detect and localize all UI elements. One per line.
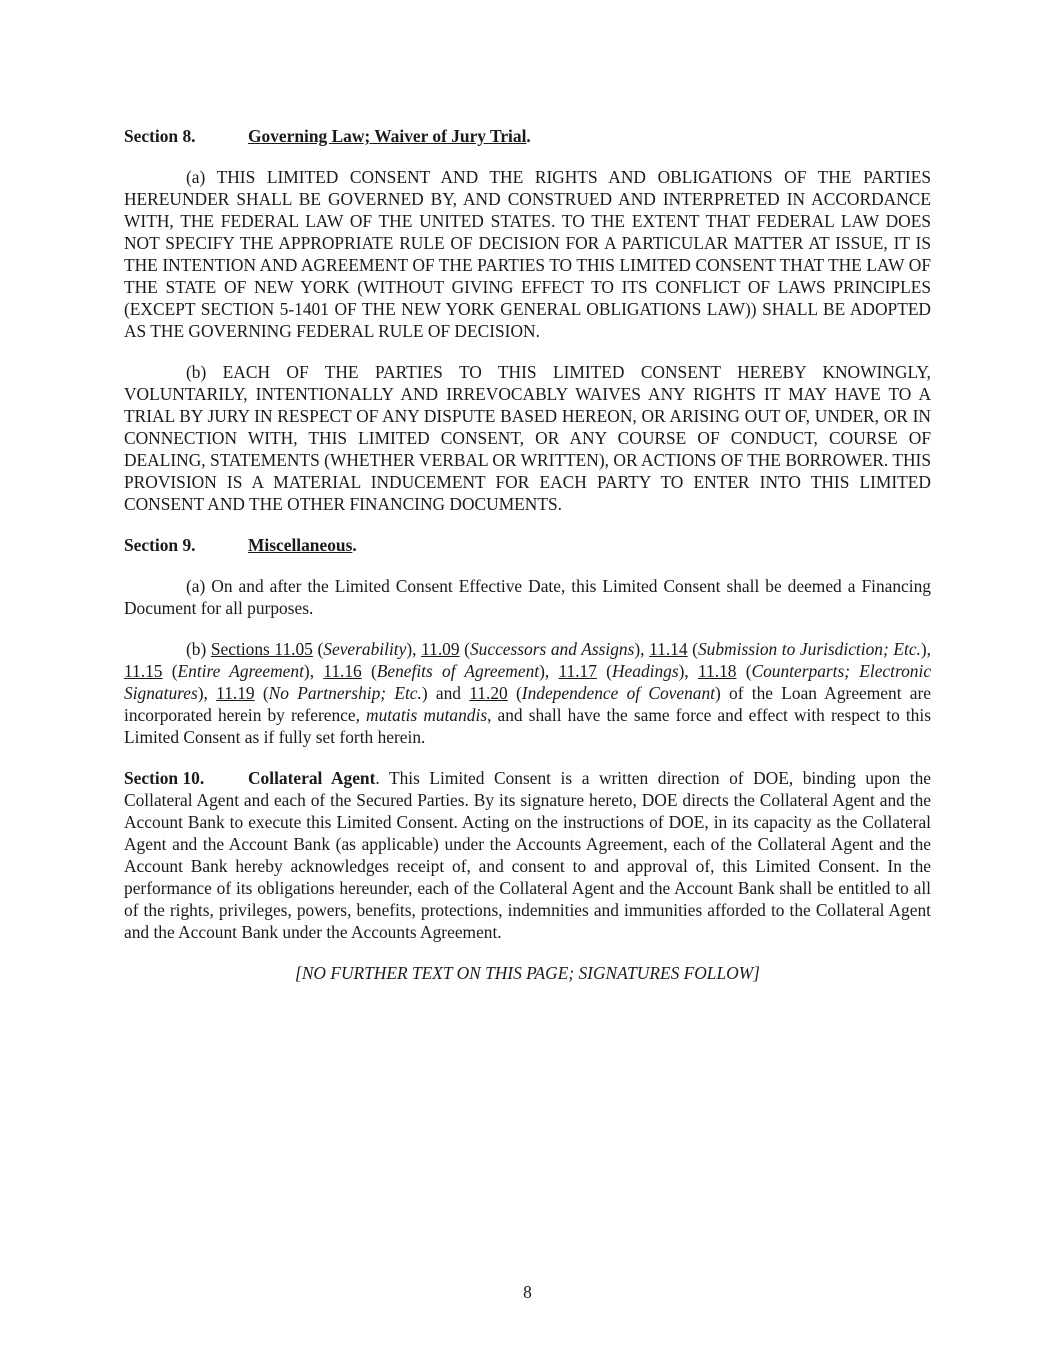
page-number: 8	[523, 1282, 532, 1302]
section-9-title: Miscellaneous	[248, 535, 353, 555]
paragraph-text: , and shall have the same force and effect with respect to this Limited Consent as if fully set forth herein.	[124, 705, 931, 747]
section-8-heading: Section 8. Governing Law; Waiver of Jury Trial.	[124, 126, 531, 146]
cross-reference: 11.14	[649, 639, 688, 659]
reference-title: Benefits of Agreement	[376, 661, 540, 681]
latin-phrase: mutatis mutandis	[366, 705, 488, 725]
section-10-paragraph	[124, 767, 931, 943]
document-page	[124, 125, 931, 1003]
section-8-paragraph-a: (a) THIS LIMITED CONSENT AND THE RIGHTS AND OBLIGATIONS OF THE PARTIES HEREUNDER SHALL BE GOVERNED BY, AND CONSTRUED AND INTERPRETED IN ACCORDANCE WITH, THE FEDERAL LAW OF THE UNITED STATES. TO THE EXTENT THAT FEDERAL LAW DOES NOT SPECIFY THE APPROPRIATE RULE OF DECISION FOR A PARTICULAR MATTER AT ISSUE, IT IS THE INTENTION AND AGREEMENT OF THE PARTIES TO THIS LIMITED CONSENT THAT THE LAW OF THE STATE OF NEW YORK (WITHOUT GIVING EFFECT TO ITS CONFLICT OF LAWS PRINCIPLES (EXCEPT SECTION 5-1401 OF THE NEW YORK GENERAL OBLIGATIONS LAW)) SHALL BE ADOPTED AS THE GOVERNING FEDERAL RULE OF DECISION.	[124, 167, 931, 341]
section-9-paragraph-a: (a) On and after the Limited Consent Effective Date, this Limited Consent shall be deemed a Financing Document for all purposes.	[124, 576, 931, 618]
section-8-number: Section 8.	[124, 126, 196, 146]
cross-reference: 11.16	[323, 661, 362, 681]
section-8-title: Governing Law; Waiver of Jury Trial	[248, 126, 527, 146]
section-10-body: . This Limited Consent is a written direction of DOE, binding upon the Collateral Agent and each of the Secured Parties. By its signature hereto, DOE directs the Collateral Agent and the Account Bank to execute this Limited Consent. Acting on the instructions of DOE, in its capacity as the Collateral Agent and the Account Bank (as applicable) under the Accounts Agreement, each of the Collateral Agent and the Account Bank hereby acknowledges receipt of, and consent to and approval of, this Limited Consent. In the performance of its obligations hereunder, each of the Collateral Agent and the Account Bank shall be entitled to all of the rights, privileges, powers, benefits, protections, indemnities and immunities afforded to the Collateral Agent and the Account Bank under the Accounts Agreement.	[124, 768, 931, 942]
section-9-paragraph-b: (b) Sections 11.05 (Severability), 11.09 (Successors and Assigns), 11.14 (Submission to Jurisdiction; Etc.), 11.15 (Entire Agreement), 11.16 (Benefits of Agreement), 11.17 (Headings), 11.18 (Counterparts; Electronic Signatures), 11.19 (No Partnership; Etc.) and 11.20 (Independence of Covenant) of the Loan Agreement are incorporated herein by reference, mutatis mutandis, and shall have the same force and effect with respect to this Limited Consent as if fully set forth herein.	[124, 639, 932, 747]
cross-reference: 11.15	[124, 661, 163, 681]
cross-reference: 11.18	[698, 661, 737, 681]
section-9-heading: Section 9. Miscellaneous.	[124, 535, 357, 555]
reference-title: Entire Agreement	[177, 661, 304, 681]
cross-reference: 11.17	[558, 661, 597, 681]
reference-title: Submission to Jurisdiction; Etc.	[697, 639, 921, 659]
section-10-title: Collateral Agent	[248, 768, 376, 788]
reference-title: Independence of Covenant	[521, 683, 715, 703]
cross-reference: 11.20	[469, 683, 508, 703]
cross-reference: 11.19	[216, 683, 255, 703]
reference-title: No Partnership; Etc.	[268, 683, 422, 703]
closing-note: [NO FURTHER TEXT ON THIS PAGE; SIGNATURES FOLLOW]	[295, 963, 760, 983]
section-10-number: Section 10.	[124, 768, 205, 788]
paragraph-text: of the Loan Agreement are incorporated herein by reference,	[124, 683, 931, 725]
section-9-number: Section 9.	[124, 535, 196, 555]
reference-title: Successors and Assigns	[469, 639, 635, 659]
cross-reference: 11.09	[421, 639, 460, 659]
reference-title: Counterparts; Electronic Signatures	[124, 661, 932, 703]
paragraph-lead: (b)	[186, 639, 211, 659]
section-8-paragraph-b: (b) EACH OF THE PARTIES TO THIS LIMITED CONSENT HEREBY KNOWINGLY, VOLUNTARILY, INTENTIONALLY AND IRREVOCABLY WAIVES ANY RIGHTS IT MAY HAVE TO A TRIAL BY JURY IN RESPECT OF ANY DISPUTE BASED HEREON, OR ARISING OUT OF, UNDER, OR IN CONNECTION WITH, THIS LIMITED CONSENT, OR ANY COURSE OF CONDUCT, COURSE OF DEALING, STATEMENTS (WHETHER VERBAL OR WRITTEN), OR ACTIONS OF THE BORROWER. THIS PROVISION IS A MATERIAL INDUCEMENT FOR EACH PARTY TO ENTER INTO THIS LIMITED CONSENT AND THE OTHER FINANCING DOCUMENTS.	[124, 362, 931, 514]
reference-title: Severability	[323, 639, 407, 659]
cross-reference: Sections 11.05	[210, 639, 313, 659]
reference-title: Headings	[611, 661, 679, 681]
